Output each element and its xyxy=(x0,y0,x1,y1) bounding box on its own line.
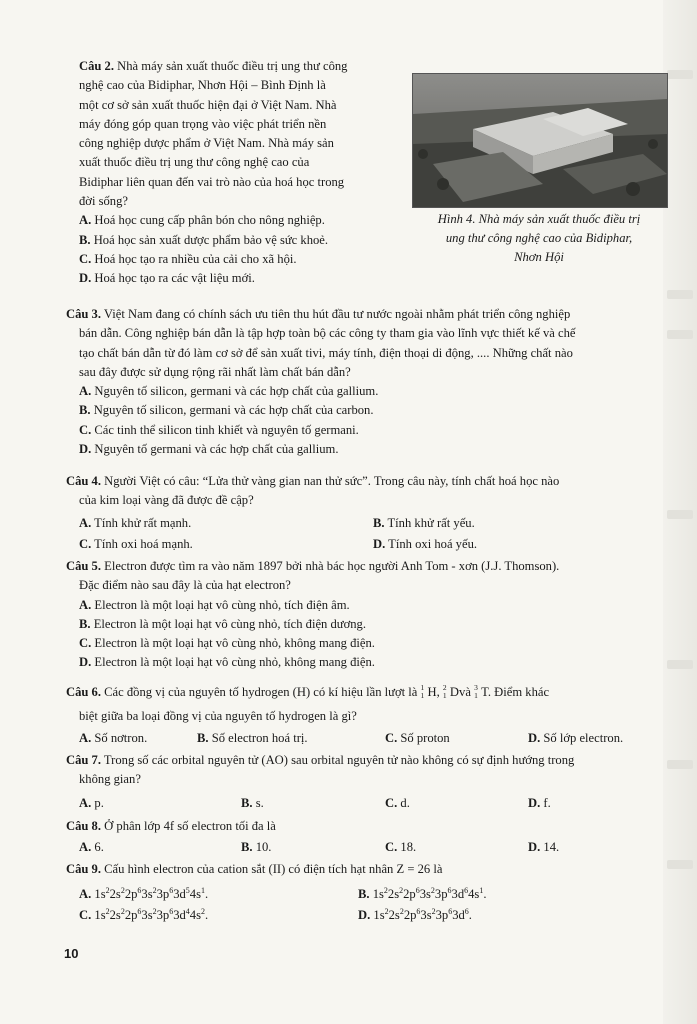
electron-count: 2 xyxy=(399,907,404,916)
factory-image xyxy=(413,74,667,207)
q6-option-c: C. Số proton xyxy=(385,731,450,745)
question-text: xuất thuốc điều trị ung thư công nghệ cao của xyxy=(79,155,310,170)
option-label: C. xyxy=(79,251,92,266)
electron-count: 6 xyxy=(447,886,452,895)
q7-option-a: A. p. xyxy=(79,796,104,810)
question-text: công nghiệp dược phẩm ở Việt Nam. Nhà máy sản xyxy=(79,136,334,151)
question-2 xyxy=(79,57,409,289)
q2-option-c xyxy=(79,250,409,269)
q2-option-d xyxy=(79,269,409,288)
option-text: Các tinh thể silicon tinh khiết và nguyên tố germani. xyxy=(91,422,359,437)
electron-count: 2 xyxy=(105,907,110,916)
orbital: 3d xyxy=(452,908,465,923)
q2-line xyxy=(79,192,409,211)
q2-line xyxy=(79,96,409,115)
option-label: A. xyxy=(79,887,92,902)
option-text: Nguyên tố silicon, germani và các hợp chất của gallium. xyxy=(91,384,379,399)
option-label: C. xyxy=(79,422,92,437)
electron-count: 2 xyxy=(152,907,157,916)
electron-count: 2 xyxy=(120,907,125,916)
orbital: 1s xyxy=(94,887,106,902)
question-text: nghệ cao của Bidiphar, Nhơn Hội – Bình Định là xyxy=(79,78,326,93)
option-text: Electron là một loại hạt vô cùng nhỏ, không mang điện. xyxy=(91,636,375,651)
q7-option-d: D. f. xyxy=(528,796,551,810)
option-text: Electron là một loại hạt vô cùng nhỏ, không mang điện. xyxy=(91,655,375,670)
orbital: 3p xyxy=(156,908,170,923)
orbital: 3s xyxy=(420,908,432,923)
electron-count: 6 xyxy=(448,907,453,916)
q9-option-d: D. $1s^22s^22p^63s^23p^63d^6$. xyxy=(358,907,472,923)
q2-line xyxy=(79,153,409,172)
q2-option-b xyxy=(79,231,409,250)
orbital: 2p xyxy=(124,887,138,902)
electron-count: 5 xyxy=(185,886,190,895)
question-3 xyxy=(66,305,676,459)
q3-line: Câu 3. Việt Nam đang có chính sách ưu tiên thu hút đầu tư nước ngoài nhằm phát triển công nghiệp xyxy=(66,307,571,321)
option-label: B. xyxy=(358,887,370,902)
electron-count: 2 xyxy=(120,886,125,895)
q2-line xyxy=(79,134,409,153)
electron-count: 6 xyxy=(415,886,420,895)
q2-line xyxy=(79,173,409,192)
q3-line: tạo chất bán dẫn từ đó làm cơ sở để sản xuất tivi, máy tính, điện thoại di động, .... Những chất nào xyxy=(79,345,573,360)
electron-count: 2 xyxy=(383,886,388,895)
electron-count: 4 xyxy=(185,907,190,916)
page-number: 10 xyxy=(64,946,79,961)
electron-count: 2 xyxy=(431,907,436,916)
option-label: B. xyxy=(79,232,91,247)
q3-line: sau đây được sử dụng rộng rãi nhất làm chất bán dẫn? xyxy=(79,364,351,379)
caption-line: Nhơn Hội xyxy=(514,250,564,264)
option-label: C. xyxy=(79,636,92,651)
q6-line-2: biệt giữa ba loại đồng vị của nguyên tố hydrogen là gì? xyxy=(79,709,357,723)
orbital: 4s xyxy=(189,908,201,923)
electron-count: 6 xyxy=(464,886,469,895)
q2-line xyxy=(79,57,409,76)
electron-count: 2 xyxy=(105,886,110,895)
q3-option-d xyxy=(79,440,676,459)
electron-count: 6 xyxy=(137,907,142,916)
orbital: 2p xyxy=(124,908,138,923)
q2-line xyxy=(79,115,409,134)
option-text: Nguyên tố silicon, germani và các hợp chất của carbon. xyxy=(90,403,374,418)
orbital: 3s xyxy=(141,887,153,902)
option-label: A. xyxy=(79,384,92,399)
question-text: Nhà máy sản xuất thuốc điều trị ung thư công xyxy=(114,59,348,73)
option-text: Hoá học tạo ra nhiều của cải cho xã hội. xyxy=(91,251,297,266)
electron-count: 6 xyxy=(416,907,421,916)
caption-line: ung thư công nghệ cao của Bidiphar, xyxy=(445,231,633,245)
option-label: A. xyxy=(79,213,92,228)
orbital: 2s xyxy=(387,887,400,902)
q6-line-1: Câu 6. Các đồng vị của nguyên tố hydrogen (H) có kí hiệu lần lượt là 1 1 H, 2 1 Dvà 3 1 T. Điểm khác xyxy=(66,683,550,700)
electron-count: 6 xyxy=(464,907,469,916)
figure-caption xyxy=(412,210,666,267)
orbital: 1s xyxy=(372,887,384,902)
electron-count: 1 xyxy=(201,886,205,895)
electron-count: 6 xyxy=(169,907,174,916)
q5-option-c xyxy=(79,634,676,653)
option-label: B. xyxy=(79,403,91,418)
q5-option-a xyxy=(79,596,676,615)
electron-count: 2 xyxy=(384,907,389,916)
orbital: 3p xyxy=(156,887,170,902)
option-label: B. xyxy=(79,616,91,631)
electron-count: 2 xyxy=(201,907,205,916)
q9-option-c: C. $1s^22s^22p^63s^23p^63d^44s^2$. xyxy=(79,907,209,923)
caption-line: Hình 4. Nhà máy sản xuất thuốc điều trị xyxy=(437,212,641,226)
q5-option-d xyxy=(79,653,676,672)
orbital: 1s xyxy=(373,908,385,923)
option-text: Hoá học cung cấp phân bón cho nông nghiệp. xyxy=(91,213,325,228)
option-label: D. xyxy=(358,908,371,923)
option-label: D. xyxy=(79,655,92,670)
question-5: Câu 5. Electron được tìm ra vào năm 1897 bởi nhà bác học người Anh Tom - xơn (J.J. Thomson). Đặc điểm nào sau đây là của hạt electron? A. Electron là một loại hạt vô cùng nhỏ, tích điện âm. B. Electron là một loại hạt vô cùng nhỏ, tích điện dương. C. Electron là một loại hạt vô cùng nhỏ, không mang điện. D. Electron là một loại hạt vô cùng nhỏ, không mang điện. xyxy=(66,557,676,673)
option-label: A. xyxy=(79,597,92,612)
question-text: đời sống? xyxy=(79,194,128,209)
orbital: 3d xyxy=(173,887,186,902)
question-text: Bidiphar liên quan đến vai trò nào của hoá học trong xyxy=(79,174,345,189)
q6-option-a: A. Số nơtron. xyxy=(79,731,148,745)
orbital: 3p xyxy=(435,908,449,923)
option-text: Nguyên tố germani và các hợp chất của gallium. xyxy=(91,442,339,457)
q3-option-a xyxy=(79,382,676,401)
q7-option-c: C. d. xyxy=(385,796,410,810)
option-text: Electron là một loại hạt vô cùng nhỏ, tích điện dương. xyxy=(90,616,367,631)
electron-count: 2 xyxy=(152,886,157,895)
electron-count: 6 xyxy=(169,886,174,895)
orbital: 3s xyxy=(141,908,153,923)
q2-option-a xyxy=(79,211,409,230)
q4-option-c: C. Tính oxi hoá mạnh. xyxy=(79,537,193,551)
q3-option-b xyxy=(79,401,676,420)
factory-photo xyxy=(412,73,668,208)
option-text: Hoá học tạo ra các vật liệu mới. xyxy=(91,271,255,286)
q8-option-a: A. 6. xyxy=(79,840,104,854)
question-text: máy đóng góp quan trọng vào việc phát triển nền xyxy=(79,116,327,131)
orbital: 2s xyxy=(388,908,400,923)
orbital: 4s xyxy=(189,887,201,902)
q9-option-a: A. $1s^22s^22p^63s^23p^63d^54s^1$. xyxy=(79,886,209,902)
question-label: Câu 2. xyxy=(79,59,114,73)
option-text: Hoá học sản xuất dược phẩm bảo vệ sức khoẻ. xyxy=(90,232,329,247)
q9-option-b: B. $1s^22s^22p^63s^23p^63d^64s^1$. xyxy=(358,886,487,902)
q6-option-b: B. Số electron hoá trị. xyxy=(197,731,308,745)
q7-option-b: B. s. xyxy=(241,796,264,810)
question-7: Câu 7. Trong số các orbital nguyên tử (AO) sau orbital nguyên tử nào không có sự định hướng trong không gian? xyxy=(66,753,575,787)
option-label: C. xyxy=(79,908,92,923)
q3-option-c xyxy=(79,421,676,440)
orbital: 3p xyxy=(434,887,448,902)
q8-line: Câu 8. Ở phân lớp 4f số electron tối đa là xyxy=(66,819,276,833)
q6-option-d: D. Số lớp electron. xyxy=(528,731,624,745)
page-edge xyxy=(663,0,697,1024)
electron-count: 1 xyxy=(479,886,484,895)
electron-count: 2 xyxy=(430,886,435,895)
q5-option-b xyxy=(79,615,676,634)
electron-count: 6 xyxy=(137,886,142,895)
orbital: 3d xyxy=(173,908,186,923)
q8-option-b: B. 10. xyxy=(241,840,272,854)
q4-option-a: A. Tính khử rất mạnh. xyxy=(79,516,192,530)
q9-line: Câu 9. Cấu hình electron của cation sắt (II) có điện tích hạt nhân Z = 26 là xyxy=(66,862,443,876)
orbital: 2p xyxy=(403,887,416,902)
option-text: Electron là một loại hạt vô cùng nhỏ, tích điện âm. xyxy=(91,597,350,612)
orbital: 4s xyxy=(468,887,480,902)
orbital: 3d xyxy=(451,887,465,902)
orbital: 2s xyxy=(109,887,121,902)
q8-option-c: C. 18. xyxy=(385,840,417,854)
orbital: 1s xyxy=(94,908,106,923)
option-label: D. xyxy=(79,442,92,457)
electron-count: 2 xyxy=(399,886,404,895)
q4-option-b: B. Tính khử rất yếu. xyxy=(373,516,475,530)
orbital: 3s xyxy=(419,887,431,902)
option-label: D. xyxy=(79,271,92,286)
q8-option-d: D. 14. xyxy=(528,840,560,854)
orbital: 2s xyxy=(109,908,121,923)
q3-line: bán dẫn. Công nghiệp bán dẫn là tập hợp toàn bộ các công ty tham gia vào lĩnh vực thiết kế và chế xyxy=(79,326,576,341)
orbital: 2p xyxy=(403,908,417,923)
question-text: một cơ sở sản xuất thuốc hiện đại ở Việt Nam. Nhà xyxy=(79,97,337,112)
question-4: Câu 4. Người Việt có câu: “Lửa thử vàng gian nan thử sức”. Trong câu này, tính chất hoá học nào của kim loại vàng đã được đề cập? xyxy=(66,474,560,508)
q2-line xyxy=(79,76,409,95)
q4-option-d: D. Tính oxi hoá yếu. xyxy=(373,537,478,551)
